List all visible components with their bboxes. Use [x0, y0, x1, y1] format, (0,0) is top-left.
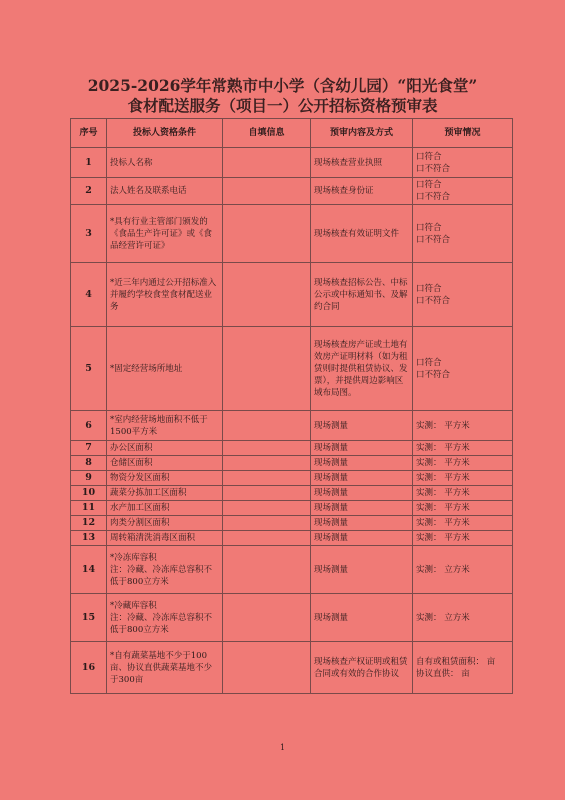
row-self-info[interactable]: [223, 327, 311, 411]
header-condition: 投标人资格条件: [107, 119, 223, 148]
row-number: 3: [71, 205, 107, 263]
row-method: 现场核查身份证: [311, 178, 413, 205]
row-result: 实测： 立方米: [413, 546, 513, 594]
row-result: 自有或租赁面积： 亩 协议直供： 亩: [413, 642, 513, 694]
row-number: 10: [71, 486, 107, 501]
row-condition: 周转箱清洗消毒区面积: [107, 531, 223, 546]
row-condition: *具有行业主管部门颁发的《食品生产许可证》或《食品经营许可证》: [107, 205, 223, 263]
row-self-info[interactable]: [223, 205, 311, 263]
table-row: [71, 516, 513, 531]
row-result: 实测： 平方米: [413, 456, 513, 471]
table-row: [71, 501, 513, 516]
row-result: 实测： 平方米: [413, 411, 513, 441]
row-condition: *自有蔬菜基地不少于100亩、协议直供蔬菜基地不少于300亩: [107, 642, 223, 694]
table-row: [71, 178, 513, 205]
row-condition: 投标人名称: [107, 148, 223, 178]
page-number: 1: [279, 743, 286, 752]
table-row: [71, 471, 513, 486]
row-method: 现场核查产权证明或租赁合同或有效的合作协议: [311, 642, 413, 694]
header-method: 预审内容及方式: [311, 119, 413, 148]
row-result: 实测： 平方米: [413, 516, 513, 531]
row-result: 实测： 平方米: [413, 471, 513, 486]
header-no: 序号: [71, 119, 107, 148]
row-self-info[interactable]: [223, 642, 311, 694]
row-condition: *冷冻库容积 注：冷藏、冷冻库总容积不低于800立方米: [107, 546, 223, 594]
row-method: 现场测量: [311, 411, 413, 441]
row-self-info[interactable]: [223, 471, 311, 486]
qualification-table: [70, 118, 513, 694]
row-method: 现场测量: [311, 441, 413, 456]
row-method: 现场核查房产证或土地有效房产证明材料（如为租赁则时提供租赁协议、发票），并提供周边影响区域布局图。: [311, 327, 413, 411]
row-condition: *室内经营场地面积不低于1500平方米: [107, 411, 223, 441]
table-row: [71, 486, 513, 501]
table-row: [71, 205, 513, 263]
row-self-info[interactable]: [223, 516, 311, 531]
row-number: 8: [71, 456, 107, 471]
row-number: 15: [71, 594, 107, 642]
row-result: 实测： 平方米: [413, 531, 513, 546]
row-condition: 物资分发区面积: [107, 471, 223, 486]
row-number: 13: [71, 531, 107, 546]
row-method: 现场测量: [311, 546, 413, 594]
table-row: [71, 148, 513, 178]
row-self-info[interactable]: [223, 441, 311, 456]
row-method: 现场测量: [311, 531, 413, 546]
row-method: 现场测量: [311, 516, 413, 531]
row-method: 现场测量: [311, 486, 413, 501]
row-self-info[interactable]: [223, 178, 311, 205]
row-self-info[interactable]: [223, 501, 311, 516]
row-result: 口符合 口不符合: [413, 148, 513, 178]
row-condition: 仓储区面积: [107, 456, 223, 471]
row-method: 现场测量: [311, 594, 413, 642]
row-result: 实测： 平方米: [413, 486, 513, 501]
row-method: 现场测量: [311, 471, 413, 486]
row-result: 实测： 平方米: [413, 441, 513, 456]
row-self-info[interactable]: [223, 263, 311, 327]
row-self-info[interactable]: [223, 486, 311, 501]
table-row: [71, 263, 513, 327]
row-number: 14: [71, 546, 107, 594]
row-self-info[interactable]: [223, 594, 311, 642]
row-number: 16: [71, 642, 107, 694]
table-row: [71, 441, 513, 456]
row-number: 11: [71, 501, 107, 516]
row-method: 现场测量: [311, 501, 413, 516]
table-row: [71, 594, 513, 642]
row-condition: 法人姓名及联系电话: [107, 178, 223, 205]
row-method: 现场核查营业执照: [311, 148, 413, 178]
row-result: 口符合 口不符合: [413, 178, 513, 205]
row-condition: *冷藏库容积 注：冷藏、冷冻库总容积不低于800立方米: [107, 594, 223, 642]
row-number: 5: [71, 327, 107, 411]
row-self-info[interactable]: [223, 456, 311, 471]
row-number: 9: [71, 471, 107, 486]
row-result: 实测： 平方米: [413, 501, 513, 516]
row-result: 实测： 立方米: [413, 594, 513, 642]
title-line-1: 2025-2026学年常熟市中小学（含幼儿园）“阳光食堂”: [87, 76, 478, 95]
row-method: 现场核查有效证明文件: [311, 205, 413, 263]
row-condition: 水产加工区面积: [107, 501, 223, 516]
row-condition: *近三年内通过公开招标准入并履约学校食堂食材配送业务: [107, 263, 223, 327]
document-title: [0, 76, 565, 116]
row-result: 口符合 口不符合: [413, 263, 513, 327]
row-self-info[interactable]: [223, 546, 311, 594]
row-self-info[interactable]: [223, 531, 311, 546]
table-row: [71, 411, 513, 441]
row-method: 现场核查招标公告、中标公示或中标通知书、及解约合同: [311, 263, 413, 327]
row-condition: 办公区面积: [107, 441, 223, 456]
row-number: 4: [71, 263, 107, 327]
table-row: [71, 642, 513, 694]
row-self-info[interactable]: [223, 411, 311, 441]
table-header-row: [71, 119, 513, 148]
row-condition: 蔬菜分拣加工区面积: [107, 486, 223, 501]
title-line-2: 食材配送服务（项目一）公开招标资格预审表: [127, 96, 438, 115]
table-row: [71, 456, 513, 471]
row-number: 6: [71, 411, 107, 441]
table-row: [71, 546, 513, 594]
row-number: 2: [71, 178, 107, 205]
header-self-info: 自填信息: [223, 119, 311, 148]
table-row: [71, 531, 513, 546]
row-condition: 肉类分割区面积: [107, 516, 223, 531]
table-row: [71, 327, 513, 411]
row-result: 口符合 口不符合: [413, 327, 513, 411]
row-condition: *固定经营场所地址: [107, 327, 223, 411]
row-method: 现场测量: [311, 456, 413, 471]
row-self-info[interactable]: [223, 148, 311, 178]
row-number: 7: [71, 441, 107, 456]
header-result: 预审情况: [413, 119, 513, 148]
row-number: 12: [71, 516, 107, 531]
row-result: 口符合 口不符合: [413, 205, 513, 263]
row-number: 1: [71, 148, 107, 178]
